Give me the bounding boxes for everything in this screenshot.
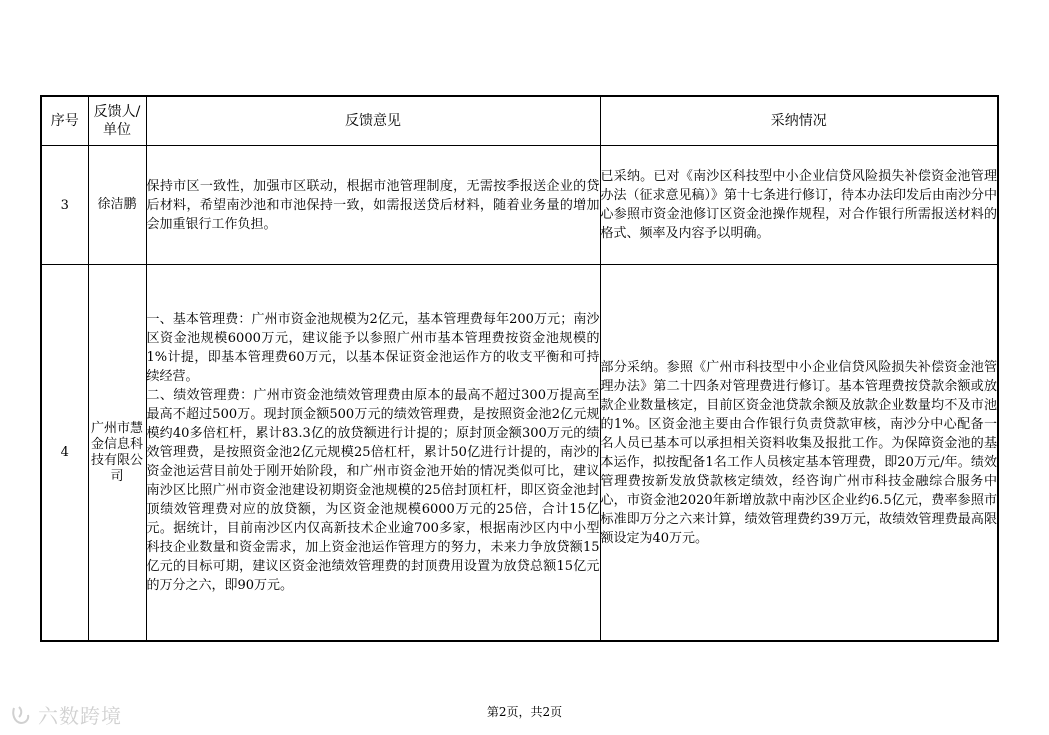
header-opinion: 反馈意见 [146, 96, 600, 146]
header-adoption: 采纳情况 [600, 96, 998, 146]
row-person: 徐洁鹏 [88, 146, 146, 265]
row-person: 广州市慧金信息科技有限公司 [88, 265, 146, 642]
page-number: 第2页，共2页 [486, 705, 563, 719]
row-adoption: 已采纳。已对《南沙区科技型中小企业信贷风险损失补偿资金池管理办法（征求意见稿）》第十七条进行修订，待本办法印发后由南沙分中心参照市资金池修订区资金池操作规程，对合作银行所需报送材料的格式、频率及内容予以明确。 [600, 146, 998, 265]
header-person: 反馈人/ 单位 [88, 96, 146, 146]
header-no: 序号 [41, 96, 88, 146]
row-number: 3 [41, 146, 88, 265]
row-number: 4 [41, 265, 88, 642]
table-row [41, 265, 998, 642]
row-opinion: 一、基本管理费：广州市资金池规模为2亿元，基本管理费每年200万元；南沙区资金池规模6000万元，建议能予以参照广州市基本管理费按资金池规模的1%计提，即基本管理费60万元，以基本保证资金池运作方的收支平衡和可持续经营。 二、绩效管理费：广州市资金池绩效管理费由原本的最高不超过300万提高至最高不超过500万。现封顶金额500万元的绩效管理费，是按照资金池2亿元规模约40多倍杠杆，累计83.3亿的放贷额进行计提的；原封顶金额300万元的绩效管理费，是按照资金池2亿元规模25倍杠杆，累计50亿进行计提的，南沙的资金池运营目前处于刚开始阶段，和广州市资金池开始的情况类似可比，建议南沙区比照广州市资金池建设初期资金池规模的25倍封顶杠杆，即区资金池封顶绩效管理费对应的放贷额，为区资金池规模6000万元的25倍，合计15亿元。据统计，目前南沙区内仅高新技术企业逾700多家，根据南沙区内中小型科技企业数量和资金需求，加上资金池运作管理方的努力，未来力争放贷额15亿元的目标可期，建议区资金池绩效管理费的封顶费用设置为放贷总额15亿元的万分之六，即90万元。 [146, 265, 600, 642]
row-adoption: 部分采纳。参照《广州市科技型中小企业信贷风险损失补偿资金池管理办法》第二十四条对管理费进行修订。基本管理费按贷款余额或放款企业数量核定，目前区资金池贷款余额及放款企业数量均不及市池的1%。区资金池主要由合作银行负责贷款审核，南沙分中心配备一名人员已基本可以承担相关资料收集及报批工作。为保障资金池的基本运作，拟按配备1名工作人员核定基本管理费，即20万元/年。绩效管理费按新发放贷款核定绩效，经咨询广州市科技金融综合服务中心，市资金池2020年新增放款中南沙区企业约6.5亿元，费率参照市标准即万分之六来计算，绩效管理费约39万元，故绩效管理费最高限额设定为40万元。 [600, 265, 998, 642]
table-header-row [41, 96, 998, 146]
feedback-table [40, 95, 999, 642]
table-row [41, 146, 998, 265]
row-opinion: 保持市区一致性，加强市区联动，根据市池管理制度，无需按季报送企业的贷后材料，希望南沙池和市池保持一致，如需报送贷后材料，随着业务量的增加会加重银行工作负担。 [146, 146, 600, 265]
watermark-text: 六数跨境 [38, 704, 122, 728]
